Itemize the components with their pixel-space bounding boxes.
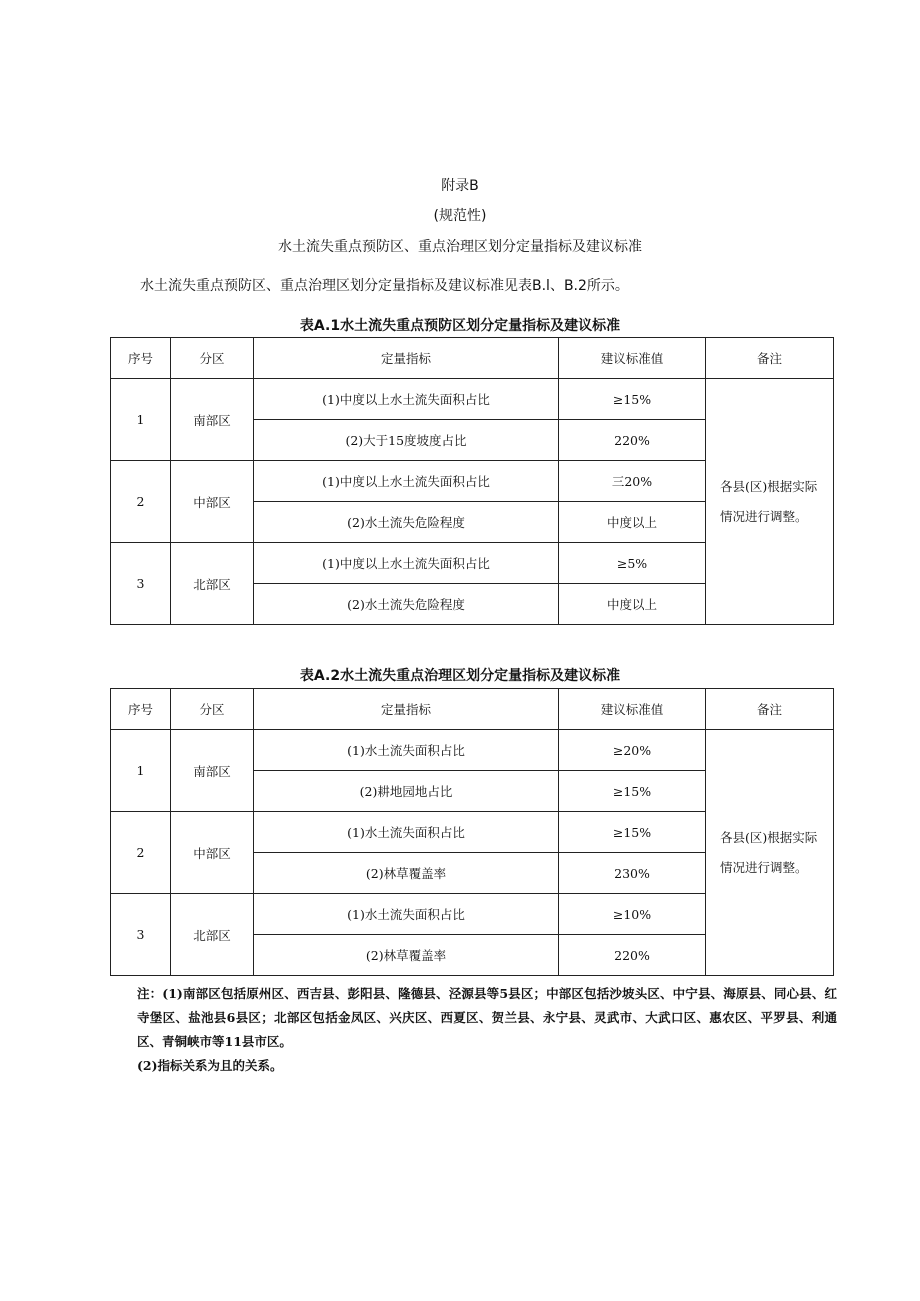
row-standard: ≥20%: [559, 730, 706, 771]
row-indicator: (1)中度以上水土流失面积占比: [254, 379, 559, 420]
header-no: 序号: [111, 338, 171, 379]
row-standard: 220%: [559, 420, 706, 461]
row-indicator: (2)林草覆盖率: [254, 935, 559, 976]
header-no: 序号: [111, 689, 171, 730]
note-1: 注：(1)南部区包括原州区、西吉县、彭阳县、隆德县、泾源县等5县区；中部区包括沙坡头区、中宁县、海原县、同心县、红寺堡区、盐池县6县区；北部区包括金凤区、兴庆区、西夏区、贺兰县、永宁县、灵武市、大武口区、惠农区、平罗县、利通区、青铜峡市等11县市区。: [137, 986, 837, 1049]
row-standard: 中度以上: [559, 584, 706, 625]
row-remark: 各县(区)根据实际情况进行调整。: [706, 730, 834, 976]
table2-caption: 表A.2水土流失重点治理区划分定量指标及建议标准: [299, 668, 621, 684]
row-no: 1: [111, 379, 171, 461]
row-indicator: (2)水土流失危险程度: [254, 502, 559, 543]
header-remark: 备注: [706, 338, 834, 379]
row-indicator: (1)水土流失面积占比: [254, 812, 559, 853]
header-indicator: 定量指标: [254, 338, 559, 379]
row-indicator: (2)大于15度坡度占比: [254, 420, 559, 461]
intro-paragraph: 水土流失重点预防区、重点治理区划分定量指标及建议标准见表B.l、B.2所示。: [140, 278, 629, 294]
row-standard: 220%: [559, 935, 706, 976]
appendix-title: 附录B: [441, 178, 479, 194]
table2-header-row: [111, 689, 834, 730]
table1-caption: 表A.1水土流失重点预防区划分定量指标及建议标准: [299, 318, 621, 334]
row-indicator: (1)中度以上水土流失面积占比: [254, 543, 559, 584]
row-indicator: (1)水土流失面积占比: [254, 894, 559, 935]
row-standard: ≥5%: [559, 543, 706, 584]
header-standard: 建议标准值: [559, 689, 706, 730]
notes: [137, 982, 837, 1078]
appendix-heading: 水土流失重点预防区、重点治理区划分定量指标及建议标准: [278, 239, 642, 255]
row-indicator: (1)中度以上水土流失面积占比: [254, 461, 559, 502]
row-indicator: (1)水土流失面积占比: [254, 730, 559, 771]
row-no: 3: [111, 543, 171, 625]
row-standard: 230%: [559, 853, 706, 894]
row-standard: ≥15%: [559, 379, 706, 420]
row-standard: 中度以上: [559, 502, 706, 543]
table-row: [111, 379, 834, 420]
table-row: [111, 730, 834, 771]
row-remark: 各县(区)根据实际情况进行调整。: [706, 379, 834, 625]
table1-header-row: [111, 338, 834, 379]
row-zone: 南部区: [171, 730, 254, 812]
row-standard: ≥15%: [559, 771, 706, 812]
table2: [110, 688, 834, 976]
row-indicator: (2)林草覆盖率: [254, 853, 559, 894]
header-remark: 备注: [706, 689, 834, 730]
row-indicator: (2)耕地园地占比: [254, 771, 559, 812]
row-zone: 北部区: [171, 894, 254, 976]
header-standard: 建议标准值: [559, 338, 706, 379]
row-zone: 中部区: [171, 812, 254, 894]
row-no: 2: [111, 812, 171, 894]
row-standard: ≥15%: [559, 812, 706, 853]
row-no: 2: [111, 461, 171, 543]
row-zone: 南部区: [171, 379, 254, 461]
header-zone: 分区: [171, 689, 254, 730]
header-indicator: 定量指标: [254, 689, 559, 730]
table1: [110, 337, 834, 625]
header-zone: 分区: [171, 338, 254, 379]
appendix-nature: (规范性): [433, 208, 487, 224]
row-standard: ≥10%: [559, 894, 706, 935]
row-no: 1: [111, 730, 171, 812]
note-2: (2)指标关系为且的关系。: [137, 1058, 283, 1073]
row-zone: 中部区: [171, 461, 254, 543]
row-no: 3: [111, 894, 171, 976]
row-standard: 三20%: [559, 461, 706, 502]
row-zone: 北部区: [171, 543, 254, 625]
row-indicator: (2)水土流失危险程度: [254, 584, 559, 625]
